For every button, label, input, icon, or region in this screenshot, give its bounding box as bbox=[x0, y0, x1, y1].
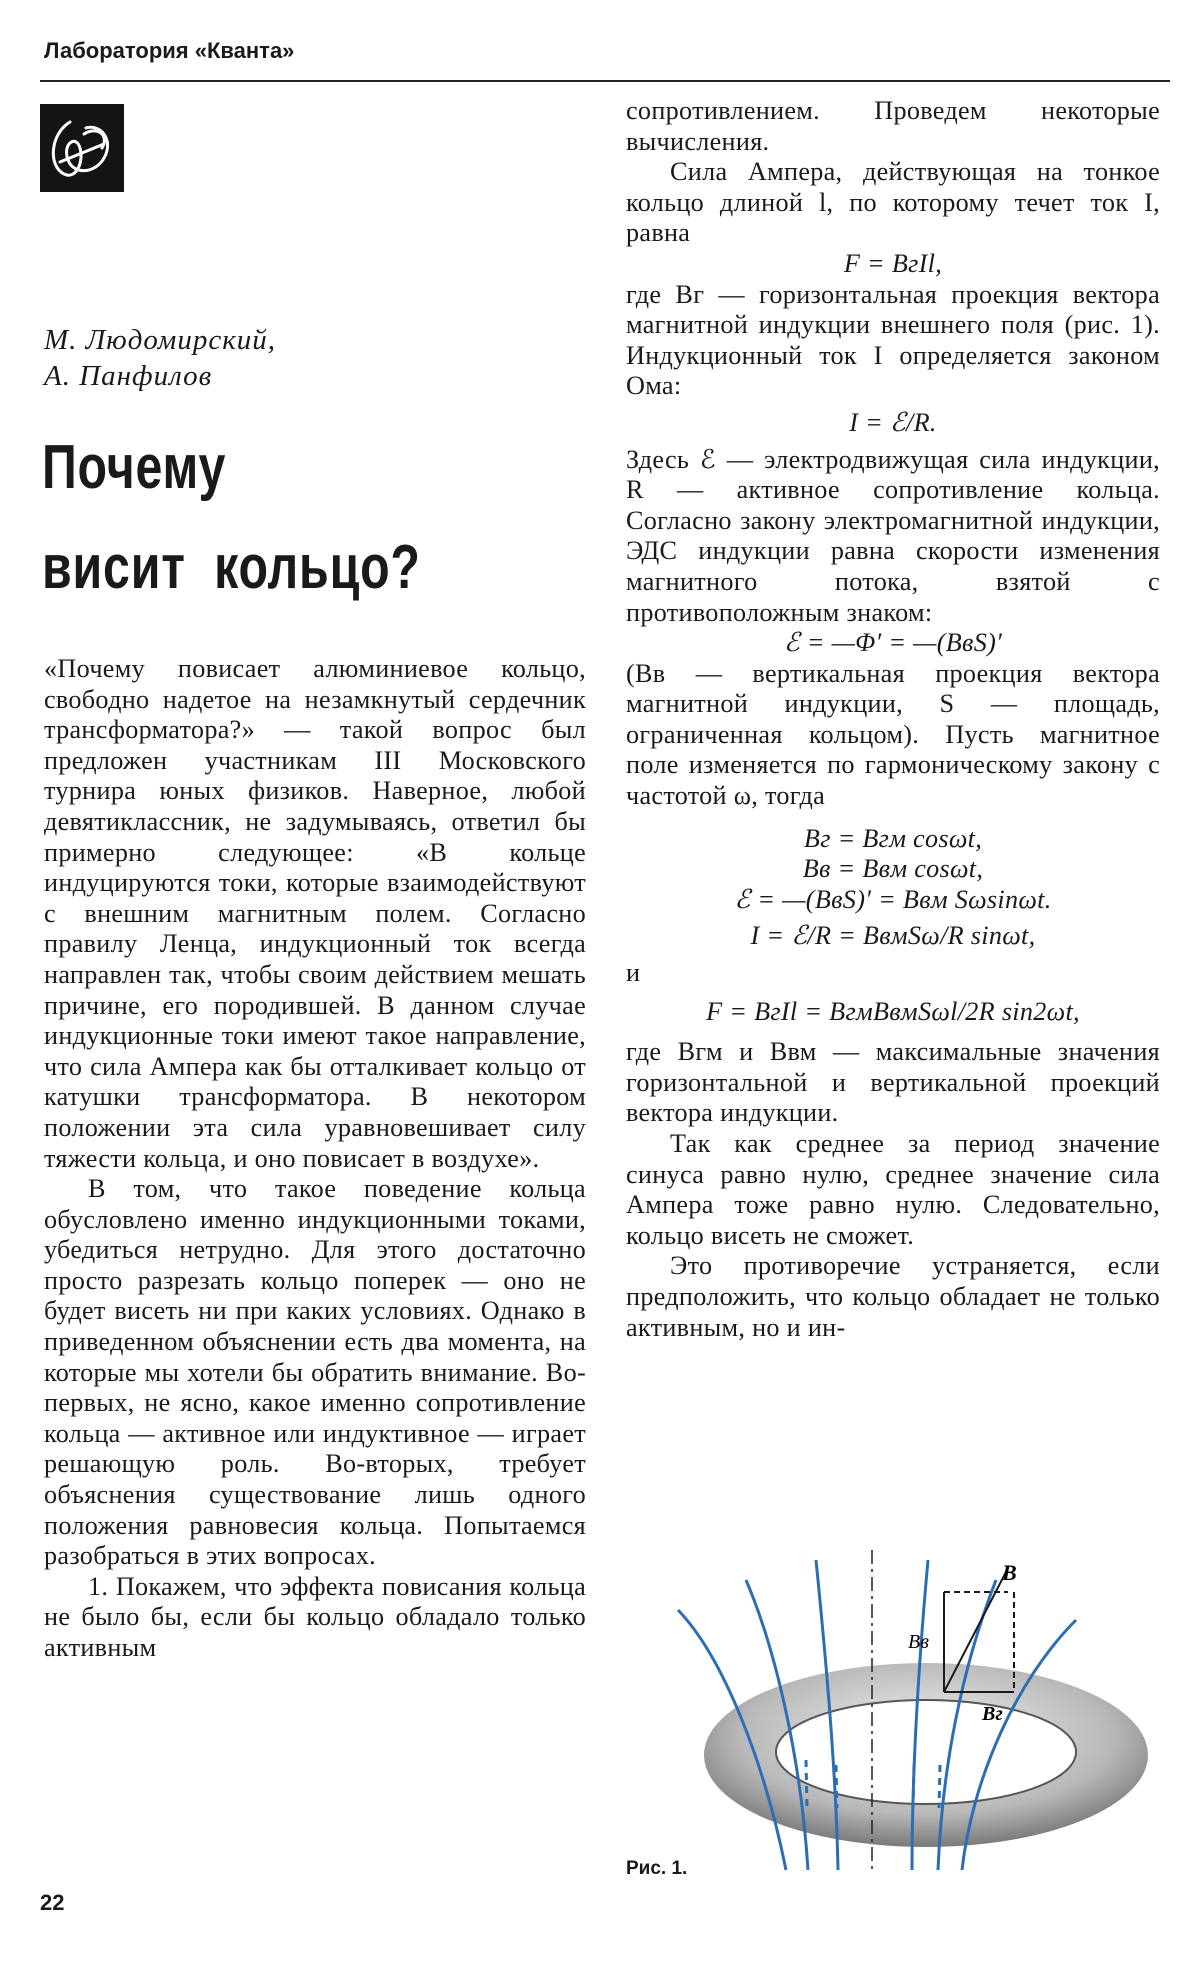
page-number: 22 bbox=[40, 1890, 65, 1915]
kvant-lab-logo bbox=[40, 104, 124, 192]
paragraph: 1. Покажем, что эффекта повисания кольца не было бы, если бы кольцо обладало только активным bbox=[44, 1571, 586, 1662]
author-2: А. Панфилов bbox=[44, 360, 213, 392]
paragraph: сопротивлением. Проведем некоторые вычисления. bbox=[626, 96, 1160, 156]
paragraph: Так как среднее за период значение синуса равно нулю, среднее значение сила Ампера тоже равно нулю. Следовательно, кольцо висеть не сможет. bbox=[626, 1129, 1160, 1250]
left-column bbox=[44, 654, 586, 1664]
formula: ℰ = —Φ′ = —(BвS)′ bbox=[783, 628, 1003, 658]
paragraph: (Bв — вертикальная проекция вектора магнитной индукции, S — площадь, ограниченная кольцом). Пусть магнитное поле изменяется по гармоническому закону с частотой ω, тогда bbox=[626, 658, 1160, 811]
article-title bbox=[42, 418, 421, 618]
right-column bbox=[626, 96, 1160, 1343]
formula: Bв = Bвм cosωt, bbox=[802, 854, 984, 884]
ring-hole bbox=[776, 1700, 1076, 1804]
paragraph: Здесь ℰ — электродвижущая сила индукции, R — активное сопротивление кольца. Согласно закону электромагнитной индукции, ЭДС индукции равна скорости изменения магнитного потока, взятой с противоположным знаком: bbox=[626, 444, 1160, 627]
formula: I = ℰ/R = BвмSω/R sinωt, bbox=[750, 921, 1036, 951]
formula: I = ℰ/R. bbox=[849, 407, 937, 437]
author-1: М. Людомирский, bbox=[44, 324, 277, 356]
formula: F = BгIl, bbox=[843, 248, 943, 278]
formula: F = BгIl = BгмBвмSωl/2R sin2ωt, bbox=[706, 996, 1080, 1026]
title-line-1: Почему bbox=[42, 433, 227, 502]
title-line-2: висит кольцо? bbox=[42, 533, 421, 602]
formula: ℰ = —(BвS)′ = Bвм Sωsinωt. bbox=[734, 884, 1052, 914]
label-Bg: Bг bbox=[982, 1703, 1003, 1725]
label-B: B bbox=[1002, 1560, 1017, 1585]
paragraph: Это противоречие устраняется, если предположить, что кольцо обладает не только активным, но и ин- bbox=[626, 1251, 1160, 1342]
figure-caption: Рис. 1. bbox=[626, 1858, 688, 1879]
header-rule bbox=[40, 80, 1170, 82]
paragraph: где Bгм и Bвм — максимальные значения горизонтальной и вертикальной проекций вектора индукции. bbox=[626, 1037, 1160, 1128]
paragraph: Сила Ампера, действующая на тонкое кольцо длиной l, по которому течет ток I, равна bbox=[626, 157, 1160, 248]
label-Bv: Bв bbox=[908, 1631, 929, 1653]
section-header: Лаборатория «Кванта» bbox=[44, 38, 295, 63]
paragraph: где Bг — горизонтальная проекция вектора магнитной индукции внешнего поля (рис. 1). Индукционный ток I определяется законом Ома: bbox=[626, 279, 1160, 401]
ring-field-diagram bbox=[676, 1540, 1170, 1870]
figure-ring-field bbox=[676, 1540, 1170, 1870]
paragraph: «Почему повисает алюминиевое кольцо, свободно надетое на незамкнутый сердечник трансформатора?» — такой вопрос был предложен участникам III Московского турнира юных физиков. Наверное, любой девятиклассник, не задумываясь, ответил бы примерно следующее: «В кольце индуцируются токи, которые взаимодействуют с внешним магнитным полем. Согласно правилу Ленца, индукционный ток всегда направлен так, чтобы своим действием мешать причине, его породившей. В данном случае индукционные токи имеют такое направление, что сила Ампера как бы отталкивает кольцо от катушки трансформатора. В некотором положении эта сила уравновешивает силу тяжести кольца, и оно повисает в воздухе». bbox=[44, 654, 586, 1173]
authors bbox=[44, 322, 276, 394]
conjunction: и bbox=[626, 958, 641, 988]
formula: Bг = Bгм cosωt, bbox=[803, 823, 983, 853]
paragraph: В том, что такое поведение кольца обусловлено именно индукционными токами, убедиться нетрудно. Для этого достаточно просто разрезать кольцо поперек — оно не будет висеть ни при каких условиях. Однако в приведенном объяснении есть два момента, на которые мы хотели бы обратить внимание. Во-первых, не ясно, какое именно сопротивление кольца — активное или индуктивное — играет решающую роль. Во-вторых, требует объяснения существование лишь одного положения равновесия кольца. Попытаемся разобраться в этих вопросах. bbox=[44, 1174, 586, 1571]
